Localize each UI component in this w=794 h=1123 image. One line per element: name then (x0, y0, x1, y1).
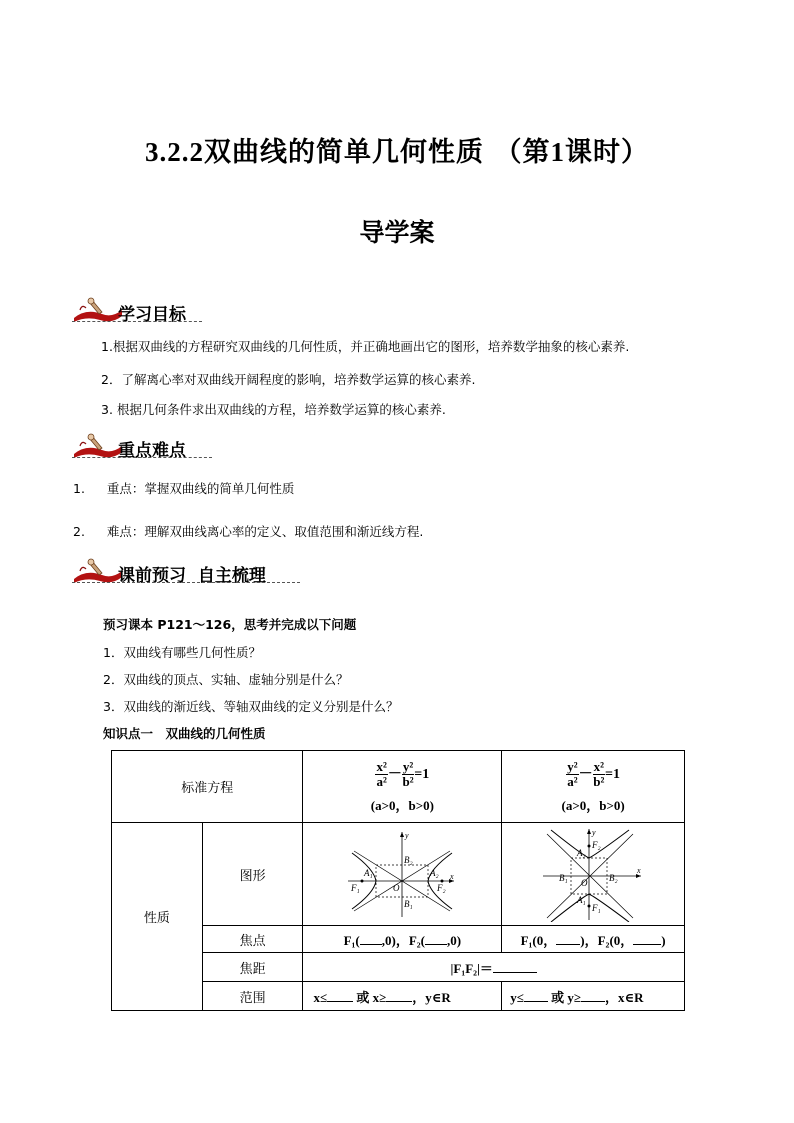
knowledge-point-title: 知识点一 双曲线的几何性质 (103, 726, 266, 741)
svg-text:x: x (450, 872, 454, 881)
goal-1: 1.根据双曲线的方程研究双曲线的几何性质，并正确地画出它的图形，培养数学抽象的核心素养. (101, 339, 630, 354)
equation-1: $\frac{\text{x²}}{\text{a²}}$ － $\frac{\text{y²}}{\text{b²}}$ =1 (376, 758, 430, 789)
table-row (112, 751, 685, 823)
graph-cell-1 (303, 823, 502, 926)
condition-1: (a>0，b>0) (370, 797, 434, 813)
eq-cell-2 (502, 751, 685, 823)
key-point-1: 1. 重点：掌握双曲线的简单几何性质 (73, 481, 295, 496)
hyperbola-horizontal-graph (346, 829, 458, 919)
hyperbola-properties-table (111, 750, 685, 1011)
svg-text:B₂: B₂ (609, 873, 618, 883)
svg-text:y: y (405, 831, 409, 840)
goal-3: 3. 根据几何条件求出双曲线的方程，培养数学运算的核心素养. (101, 402, 446, 417)
focus-cell-1: F₁( ,0)，F₂( ,0) (303, 926, 502, 953)
graph-label: 图形 (202, 823, 303, 926)
hyperbola-vertical-graph (541, 826, 645, 922)
pencil-badge-icon (72, 432, 124, 460)
preview-intro: 预习课本 P121～126，思考并完成以下问题 (103, 617, 357, 632)
svg-text:A₁: A₁ (577, 895, 586, 905)
focal-distance-label: 焦距 (202, 953, 303, 982)
graph-cell-2 (502, 823, 685, 926)
section-underline (72, 457, 212, 458)
svg-text:B₁: B₁ (404, 899, 413, 909)
svg-text:F₂: F₂ (592, 840, 601, 850)
eq-cell-1 (303, 751, 502, 823)
svg-text:O: O (393, 883, 400, 893)
svg-text:F₁: F₁ (351, 883, 360, 893)
svg-text:F₂: F₂ (437, 883, 446, 893)
std-eq-label: 标准方程 (112, 751, 303, 823)
section-underline (72, 582, 300, 583)
pencil-badge-icon (72, 557, 124, 585)
preview-question-2: 2．双曲线的顶点、实轴、虚轴分别是什么？ (103, 672, 349, 687)
range-cell-2: y≤ 或 y≥ ，x∈R (502, 982, 685, 1011)
table-row (112, 823, 685, 926)
range-label: 范围 (202, 982, 303, 1011)
svg-text:B₂: B₂ (404, 855, 413, 865)
pencil-badge-icon (72, 296, 124, 324)
svg-text:x: x (637, 866, 641, 875)
focal-distance-cell: |F₁F₂|＝ (303, 953, 685, 982)
svg-text:O: O (581, 878, 588, 888)
preview-question-3: 3．双曲线的渐近线、等轴双曲线的定义分别是什么？ (103, 699, 399, 714)
svg-text:A₁: A₁ (364, 868, 373, 878)
focus-label: 焦点 (202, 926, 303, 953)
range-cell-1: x≤ 或 x≥ ，y∈R (303, 982, 502, 1011)
property-label: 性质 (112, 823, 203, 1011)
page-title: 3.2.2双曲线的简单几何性质 （第1课时） (145, 137, 649, 168)
svg-text:B₁: B₁ (559, 873, 568, 883)
svg-text:y: y (592, 828, 596, 837)
focus-cell-2: F₁(0， )，F₂(0， ) (502, 926, 685, 953)
svg-text:F₁: F₁ (592, 903, 601, 913)
page-subtitle: 导学案 (359, 218, 435, 247)
goal-2: 2．了解离心率对双曲线开阔程度的影响，培养数学运算的核心素养. (101, 372, 476, 387)
equation-2: $\frac{\text{y²}}{\text{a²}}$ － $\frac{\text{x²}}{\text{b²}}$ =1 (567, 758, 620, 789)
key-point-2: 2. 难点：理解双曲线离心率的定义、取值范围和渐近线方程. (73, 524, 424, 539)
condition-2: (a>0，b>0) (561, 797, 625, 813)
preview-question-1: 1．双曲线有哪些几何性质？ (103, 645, 261, 660)
section-underline (72, 321, 202, 322)
svg-text:A₂: A₂ (430, 868, 439, 878)
svg-text:A₂: A₂ (577, 848, 586, 858)
